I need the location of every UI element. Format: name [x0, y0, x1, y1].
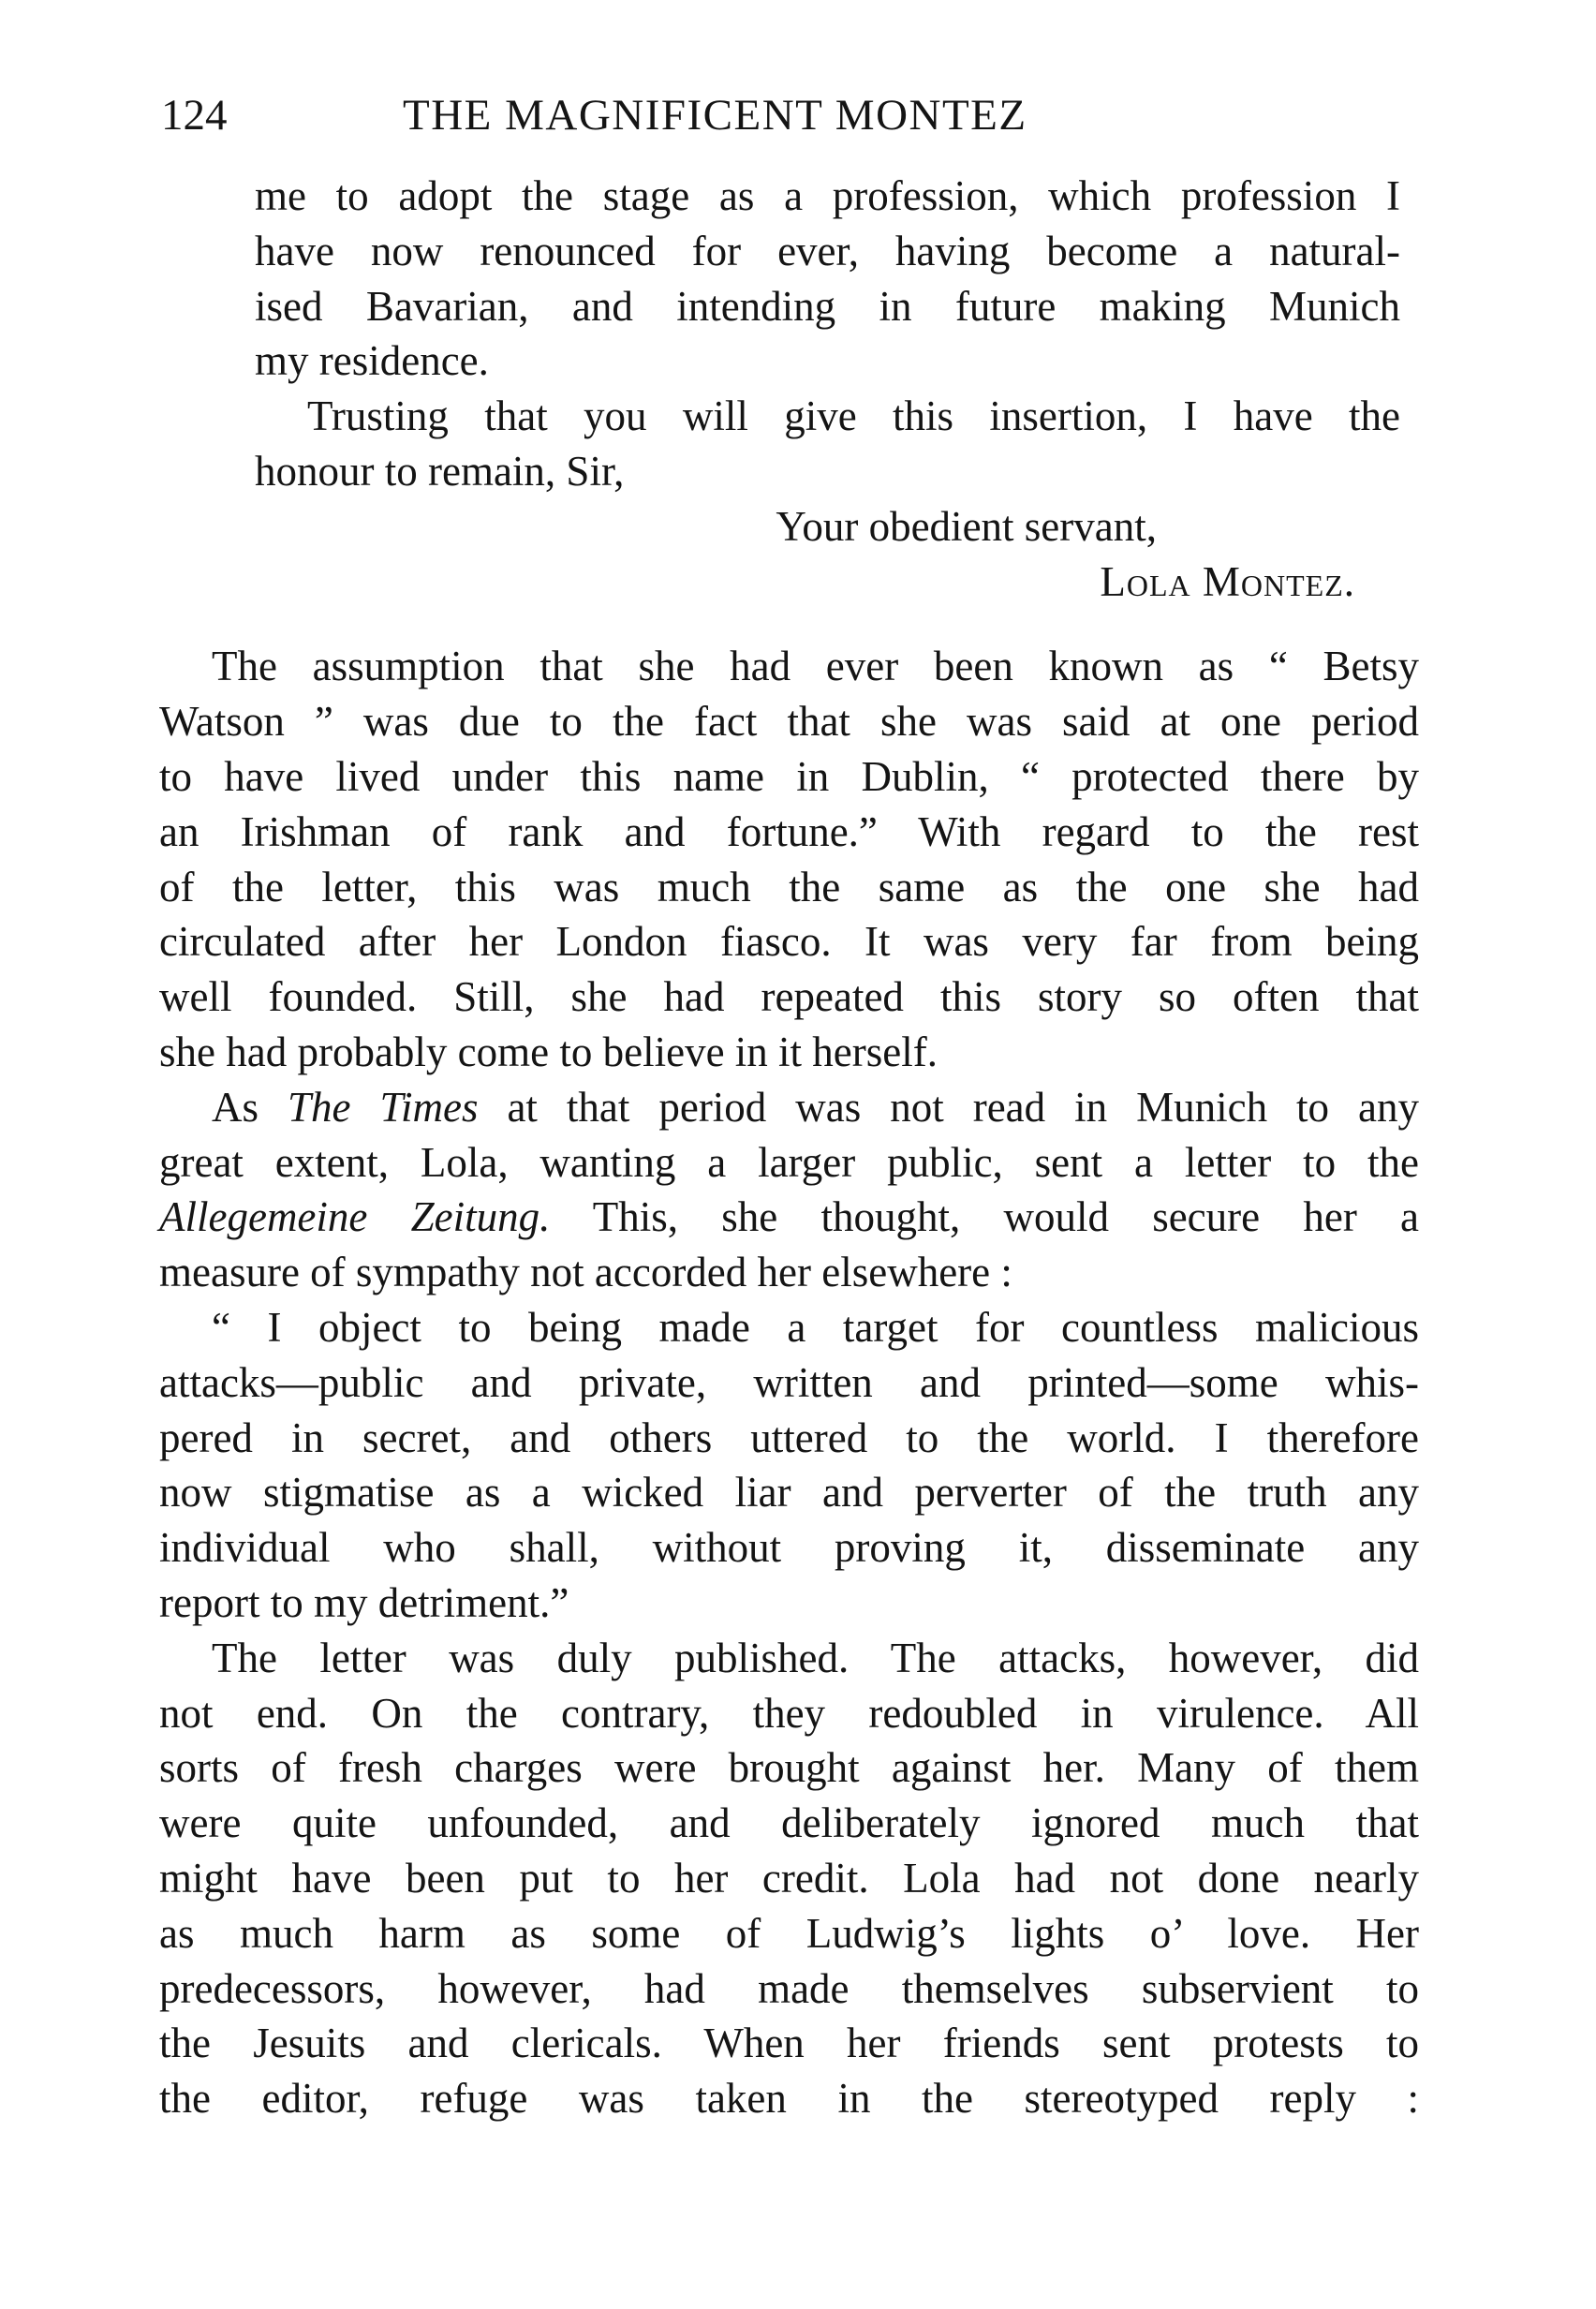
text-line: pered in secret, and others uttered to the world. I therefore — [159, 1414, 1419, 1461]
text-line: attacks—public and private, written and printed—some whis- — [159, 1358, 1419, 1406]
text-line: were quite unfounded, and deliberately ignored much that — [159, 1799, 1419, 1847]
paragraph — [159, 1631, 1419, 2126]
text-line: sorts of fresh charges were brought against her. Many of them — [159, 1744, 1419, 1792]
letter-signature: Lola Montez. — [1100, 557, 1355, 605]
section-gap — [159, 609, 1419, 639]
text-line: might have been put to her credit. Lola had not done nearly — [159, 1854, 1419, 1902]
text-line: of the letter, this was much the same as the one she had — [159, 863, 1419, 910]
text-line: now stigmatise as a wicked liar and perverter of the truth any — [159, 1469, 1419, 1517]
page-body — [159, 169, 1419, 2126]
text-line: ised Bavarian, and intending in future making Munich — [255, 282, 1400, 330]
text-line: great extent, Lola, wanting a larger public, sent a letter to the — [159, 1138, 1419, 1186]
text-line: an Irishman of rank and fortune.” With regard to the rest — [159, 807, 1419, 855]
text-line: she had probably come to believe in it herself. — [159, 1028, 938, 1075]
italic-title: Allegemeine Zeitung. — [159, 1193, 551, 1241]
paragraph — [159, 639, 1419, 1079]
text-line: “ I object to being made a target for countless malicious — [212, 1303, 1419, 1351]
text-line: me to adopt the stage as a profession, which profession I — [255, 172, 1400, 219]
text-line: Watson ” was due to the fact that she was said at one period — [159, 698, 1419, 746]
text-line: have now renounced for ever, having become a natural- — [255, 227, 1400, 274]
running-head — [0, 82, 1596, 148]
text-line: circulated after her London fiasco. It was very far from being — [159, 918, 1419, 966]
text-line — [159, 1190, 1419, 1245]
text-line: The assumption that she had ever been known as “ Betsy — [212, 643, 1419, 690]
italic-title: The Times — [287, 1083, 479, 1131]
text-line: predecessors, however, had made themselves subservient to — [159, 1964, 1419, 2012]
page-number: 124 — [161, 91, 228, 140]
text-line: as much harm as some of Ludwig’s lights o’ love. Her — [159, 1909, 1419, 1957]
paragraph — [159, 1300, 1419, 1631]
text-run: This, she thought, would secure her a — [550, 1193, 1420, 1241]
text-line — [159, 1080, 1419, 1135]
text-line: not end. On the contrary, they redoubled in virulence. All — [159, 1689, 1419, 1737]
text-run: at that period was not read in Munich to any — [478, 1083, 1419, 1131]
letter-valediction: Your obedient servant, — [776, 502, 1157, 550]
text-line: my residence. — [255, 337, 489, 385]
letter-quote — [255, 169, 1400, 609]
text-run: As — [212, 1083, 288, 1131]
text-line: honour to remain, Sir, — [255, 447, 625, 495]
text-line: report to my detriment.” — [159, 1578, 569, 1626]
text-line: the Jesuits and clericals. When her friends sent protests to — [159, 2020, 1419, 2067]
text-line: Trusting that you will give this insertion, I have the — [307, 392, 1400, 440]
text-line: the editor, refuge was taken in the stereotyped reply : — [159, 2075, 1419, 2123]
running-title: THE MAGNIFICENT MONTEZ — [403, 91, 1027, 140]
text-line: measure of sympathy not accorded her elsewhere : — [159, 1249, 1012, 1296]
paragraph — [159, 1080, 1419, 1300]
text-line: to have lived under this name in Dublin, “ protected there by — [159, 752, 1419, 800]
text-line: The letter was duly published. The attacks, however, did — [212, 1634, 1419, 1681]
text-line: well founded. Still, she had repeated this story so often that — [159, 973, 1419, 1021]
text-line: individual who shall, without proving it, disseminate any — [159, 1524, 1419, 1572]
